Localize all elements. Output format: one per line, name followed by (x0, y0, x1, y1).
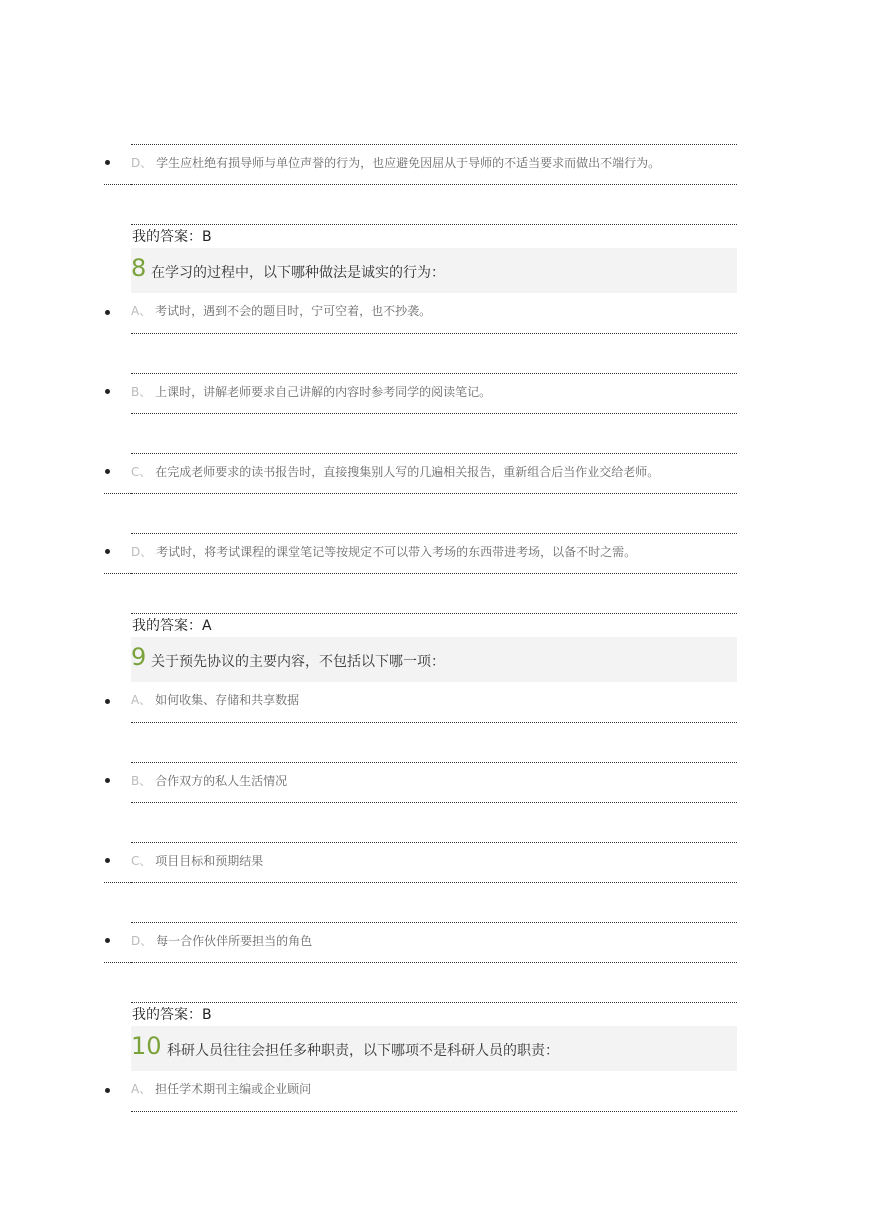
divider (131, 1111, 737, 1112)
divider (131, 224, 737, 225)
q10-question-header (131, 1026, 737, 1071)
q8-question-header (131, 248, 737, 293)
option-separator: 、 (139, 774, 152, 788)
option-letter: D (131, 545, 141, 559)
divider (131, 413, 737, 414)
option-letter: A (131, 693, 140, 707)
divider (104, 573, 131, 574)
option-label: 上课时，讲解老师要求自己讲解的内容时参考同学的阅读笔记。 (155, 385, 492, 399)
option-letter: A (131, 304, 140, 318)
bullet-icon (105, 160, 110, 165)
q8-option-b[interactable] (0, 373, 869, 414)
q9-option-a[interactable] (0, 682, 869, 723)
divider (131, 493, 737, 494)
option-label: 考试时，将考试课程的课堂笔记等按规定不可以带入考场的东西带进考场，以备不时之需。 (156, 545, 637, 559)
option-label: 在完成老师要求的读书报告时，直接搜集别人写的几遍相关报告，重新组合后当作业交给老师。 (155, 465, 660, 479)
answer-divider (0, 1002, 869, 1003)
divider (131, 802, 737, 803)
option-separator: 、 (139, 465, 152, 479)
option-label: 合作双方的私人生活情况 (155, 774, 288, 788)
q8-option-a[interactable] (0, 293, 869, 334)
q8-option-c[interactable] (0, 453, 869, 494)
option-separator: 、 (140, 156, 153, 170)
question-number: 8 (131, 254, 147, 282)
option-label: 如何收集、存储和共享数据 (155, 693, 300, 707)
option-separator: 、 (139, 854, 152, 868)
divider (131, 144, 737, 145)
divider (131, 613, 737, 614)
q10-option-a[interactable] (0, 1071, 869, 1112)
option-label: 学生应杜绝有损导师与单位声誉的行为，也应避免因屈从于导师的不适当要求而做出不端行为。 (156, 156, 661, 170)
bullet-icon (105, 469, 110, 474)
answer-divider (0, 613, 869, 614)
option-letter: C (131, 465, 140, 479)
bullet-icon (105, 549, 110, 554)
q9-option-d[interactable] (0, 922, 869, 963)
bullet-icon (105, 699, 110, 704)
option-text (131, 1081, 311, 1097)
option-separator: 、 (140, 545, 153, 559)
bullet-icon (105, 858, 110, 863)
divider (131, 373, 737, 374)
divider (131, 722, 737, 723)
option-letter: B (131, 774, 140, 788)
option-text (131, 303, 431, 319)
divider (131, 453, 737, 454)
option-text (131, 692, 299, 708)
bullet-icon (105, 389, 110, 394)
option-letter: B (131, 385, 140, 399)
bullet-icon (105, 310, 110, 315)
divider (131, 333, 737, 334)
divider (104, 493, 131, 494)
option-text (131, 464, 659, 480)
option-separator: 、 (139, 304, 152, 318)
q7-option-d[interactable] (0, 144, 869, 185)
divider (131, 962, 737, 963)
divider (131, 762, 737, 763)
option-label: 每一合作伙伴所要担当的角色 (156, 934, 313, 948)
option-separator: 、 (139, 693, 152, 707)
divider (131, 533, 737, 534)
option-separator: 、 (140, 934, 153, 948)
q7-my-answer: 我的答案：B (132, 229, 212, 245)
divider (131, 184, 737, 185)
option-letter: A (131, 1082, 140, 1096)
divider (131, 1002, 737, 1003)
option-text (131, 853, 263, 869)
question-number: 9 (131, 643, 147, 671)
divider (131, 922, 737, 923)
option-text (131, 544, 636, 560)
q8-my-answer: 我的答案：A (132, 618, 212, 634)
question-text: 关于预先协议的主要内容，不包括以下哪一项： (151, 654, 445, 670)
option-label: 考试时，遇到不会的题目时，宁可空着，也不抄袭。 (155, 304, 432, 318)
answer-divider (0, 224, 869, 225)
option-separator: 、 (139, 1082, 152, 1096)
option-separator: 、 (139, 385, 152, 399)
question-text: 科研人员往往会担任多种职责，以下哪项不是科研人员的职责： (167, 1043, 559, 1059)
bullet-icon (105, 778, 110, 783)
question-text: 在学习的过程中，以下哪种做法是诚实的行为： (151, 265, 445, 281)
question-number: 10 (131, 1032, 162, 1060)
option-text (131, 773, 287, 789)
divider (131, 573, 737, 574)
q8-option-d[interactable] (0, 533, 869, 574)
option-letter: D (131, 934, 141, 948)
divider (104, 882, 131, 883)
q9-option-c[interactable] (0, 842, 869, 883)
q9-my-answer: 我的答案：B (132, 1007, 212, 1023)
option-text (131, 155, 660, 171)
q9-option-b[interactable] (0, 762, 869, 803)
option-label: 项目目标和预期结果 (155, 854, 264, 868)
option-letter: C (131, 854, 140, 868)
option-label: 担任学术期刊主编或企业顾问 (155, 1082, 312, 1096)
q9-question-header (131, 637, 737, 682)
option-text (131, 933, 312, 949)
divider (131, 842, 737, 843)
divider (131, 882, 737, 883)
bullet-icon (105, 938, 110, 943)
bullet-icon (105, 1088, 110, 1093)
option-letter: D (131, 156, 141, 170)
divider (104, 962, 131, 963)
divider (104, 184, 131, 185)
option-text (131, 384, 491, 400)
